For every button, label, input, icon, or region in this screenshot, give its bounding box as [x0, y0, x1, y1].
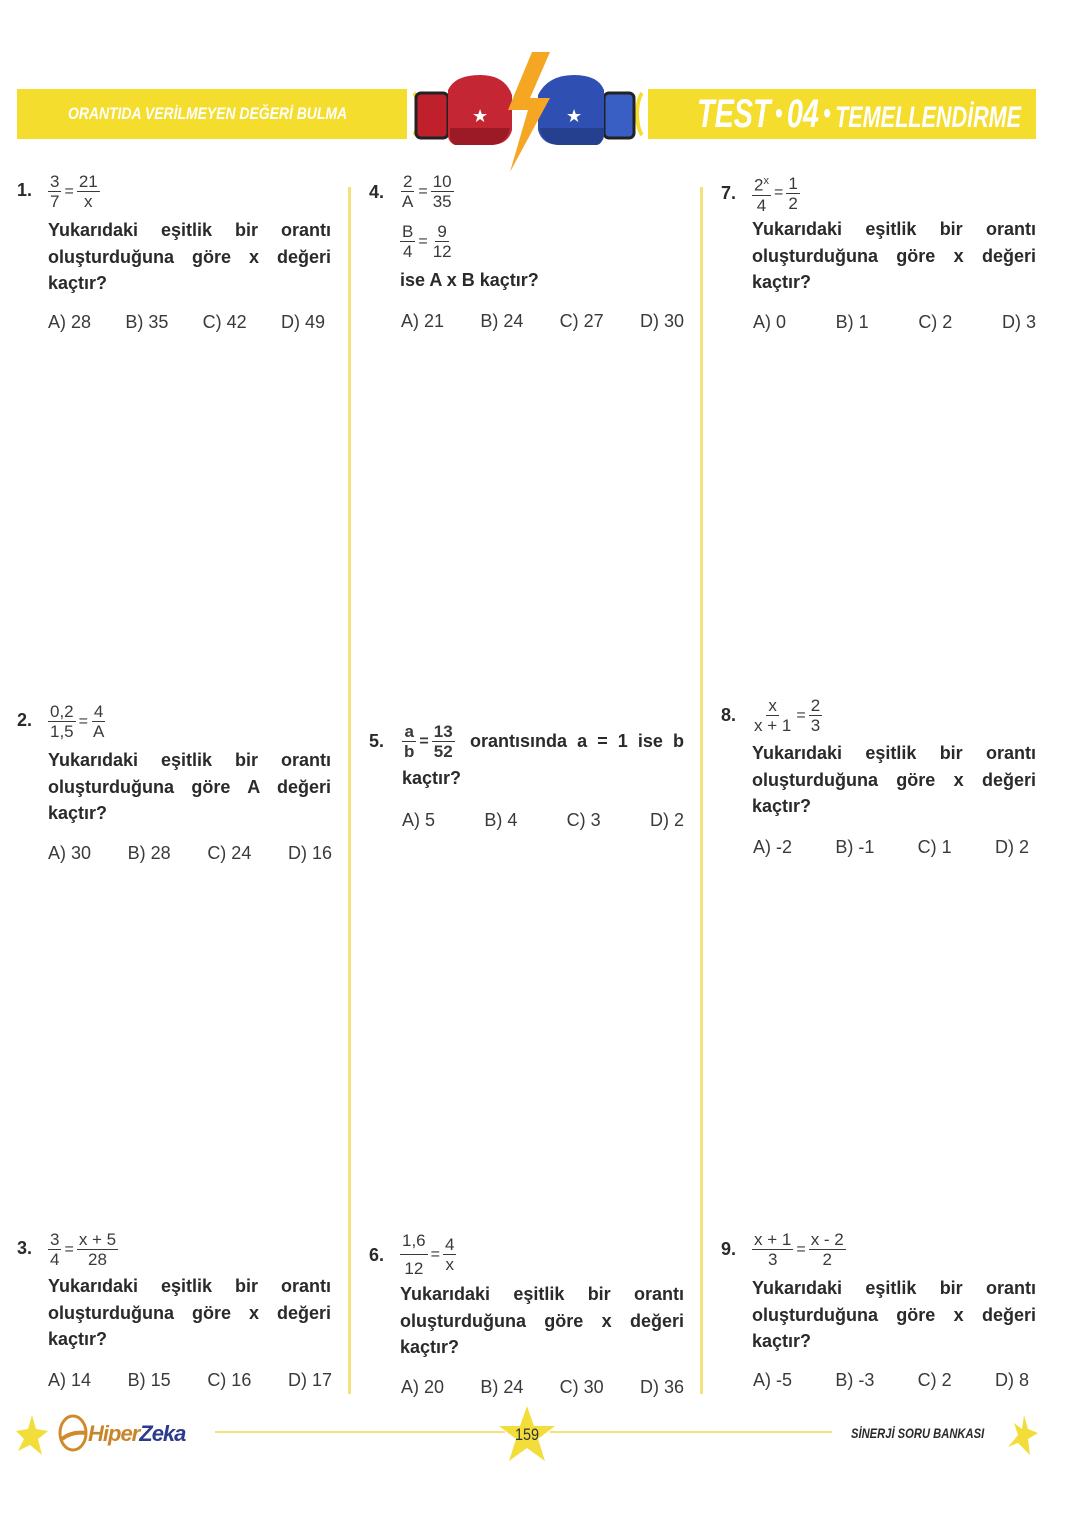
star-icon — [1004, 1413, 1040, 1457]
answer-options — [753, 312, 1036, 333]
fraction-numerator: x — [768, 696, 777, 715]
fraction-denominator: 4 — [402, 242, 413, 261]
question-number: 6. — [369, 1245, 385, 1265]
fraction-numerator: 3 — [50, 1230, 60, 1249]
option-a[interactable]: A) 21 — [401, 311, 445, 331]
option-c[interactable]: C) 42 — [202, 312, 247, 332]
fraction-denominator: 2 — [822, 1250, 832, 1269]
option-b[interactable]: B) 4 — [484, 810, 518, 830]
fraction-denominator: 12 — [404, 1259, 424, 1278]
option-b[interactable]: B) 35 — [125, 312, 169, 332]
test-label — [697, 92, 1021, 137]
fraction-denominator: 4 — [50, 1250, 60, 1269]
option-a[interactable]: A) 0 — [753, 312, 787, 332]
equation: $\frac{2}{A}$ = $\frac{10}{35}$ — [402, 172, 452, 211]
fraction-denominator: 3 — [767, 1250, 778, 1269]
equation: $\frac{x}{x + 1}$ = $\frac{2}{3}$ — [754, 696, 821, 735]
fraction-denominator: 12 — [432, 242, 452, 261]
equation: $\frac{2^x}{4}$ = $\frac{1}{2}$ — [754, 173, 798, 215]
question-stem: kaçtır? — [402, 768, 462, 788]
answer-options — [402, 810, 684, 831]
question-number: 9. — [721, 1239, 737, 1259]
fraction-denominator: x — [445, 1255, 454, 1274]
option-c[interactable]: C) 1 — [917, 837, 952, 857]
fraction-numerator: 0,2 — [50, 702, 74, 721]
option-b[interactable]: B) -1 — [835, 837, 875, 857]
fraction-numerator: 2$^x$ — [754, 175, 769, 195]
fraction-denominator: 52 — [433, 742, 453, 761]
fraction-denominator: 2 — [788, 193, 798, 213]
question-inline-text: orantısında a = 1 ise b — [470, 731, 684, 751]
svg-text:★: ★ — [566, 106, 583, 127]
option-c[interactable]: C) 2 — [917, 1370, 952, 1390]
option-d[interactable]: D) 16 — [287, 843, 332, 863]
fraction-denominator: b — [404, 742, 415, 761]
question-stem: Yukarıdaki eşitlik bir orantı oluşturduğuna göre x değeri kaçtır? — [752, 743, 1036, 816]
fraction-denominator: 1,5 — [50, 722, 74, 741]
equation: $\frac{0,2}{1,5}$ = $\frac{4}{A}$ — [50, 702, 105, 741]
option-c[interactable]: C) 3 — [566, 810, 601, 830]
column-divider — [348, 187, 351, 1394]
option-c[interactable]: C) 16 — [207, 1370, 252, 1390]
footer-rule — [550, 1431, 832, 1433]
question-number: 7. — [721, 183, 737, 203]
option-b[interactable]: B) -3 — [835, 1370, 875, 1390]
brand-logo: HiperZeka — [88, 1421, 186, 1446]
question-stem: Yukarıdaki eşitlik bir orantı oluşturduğuna göre x değeri kaçtır? — [48, 1276, 331, 1349]
topic-title: ORANTIDA VERİLMEYEN DEĞERİ BULMA — [68, 104, 348, 123]
fraction-denominator: 4 — [756, 195, 767, 215]
fraction-denominator: 3 — [810, 716, 821, 735]
fraction-denominator: A — [92, 722, 105, 741]
fraction-numerator: x + 1 — [754, 1230, 792, 1249]
question-stem: Yukarıdaki eşitlik bir orantı oluşturduğuna göre x değeri kaçtır? — [752, 1278, 1036, 1351]
option-d[interactable]: D) 30 — [639, 311, 684, 331]
fraction-numerator: 21 — [78, 172, 98, 191]
option-b[interactable]: B) 24 — [480, 311, 524, 331]
question-stem: Yukarıdaki eşitlik bir orantı oluşturduğuna göre x değeri kaçtır? — [48, 220, 331, 293]
question-stem: Yukarıdaki eşitlik bir orantı oluşturduğuna göre x değeri kaçtır? — [400, 1284, 684, 1357]
fraction-numerator: x - 2 — [810, 1230, 844, 1249]
fraction-denominator: x — [84, 192, 93, 211]
equation: $\frac{x + 1}{3}$ = $\frac{x - 2}{2}$ — [754, 1230, 844, 1269]
option-b[interactable]: B) 15 — [127, 1370, 171, 1390]
fraction-denominator: 28 — [88, 1250, 107, 1269]
option-d[interactable]: D) 2 — [649, 810, 684, 830]
question-number: 4. — [369, 182, 385, 202]
fraction-numerator: B — [402, 222, 414, 241]
question-stem: Yukarıdaki eşitlik bir orantı oluşturduğuna göre x değeri kaçtır? — [752, 219, 1036, 292]
star-icon — [14, 1413, 50, 1457]
fraction-denominator: x + 1 — [754, 716, 792, 735]
option-a[interactable]: A) 30 — [48, 843, 92, 863]
page-number: 159 — [514, 1425, 540, 1444]
fraction-denominator: A — [402, 192, 414, 211]
option-a[interactable]: A) -2 — [753, 837, 793, 857]
option-d[interactable]: D) 3 — [1001, 312, 1036, 332]
test-word: TEST — [697, 92, 771, 136]
fraction-numerator: 9 — [437, 222, 447, 241]
question-stem: Yukarıdaki eşitlik bir orantı oluşturduğuna göre A değeri kaçtır? — [48, 750, 331, 823]
fraction-denominator: 35 — [432, 192, 452, 211]
option-d[interactable]: D) 49 — [280, 312, 325, 332]
fraction-numerator: 3 — [50, 172, 60, 191]
fraction-numerator: x + 5 — [78, 1230, 117, 1249]
option-d[interactable]: D) 2 — [994, 837, 1029, 857]
equation-2: $\frac{B}{4}$ = $\frac{9}{12}$ — [402, 222, 452, 261]
equation: $\frac{3}{7}$ = $\frac{21}{x}$ — [50, 172, 98, 211]
answer-options — [401, 311, 684, 332]
question-number: 2. — [17, 710, 33, 730]
svg-text:★: ★ — [472, 106, 489, 127]
dot-separator: • — [774, 97, 783, 130]
dot-separator: • — [823, 97, 831, 130]
option-a[interactable]: A) -5 — [753, 1370, 793, 1390]
option-c[interactable]: C) 24 — [207, 843, 252, 863]
question-number: 3. — [17, 1238, 33, 1258]
brand-logo-icon — [56, 1413, 90, 1453]
option-d[interactable]: D) 8 — [994, 1370, 1029, 1390]
option-c[interactable]: C) 27 — [559, 311, 604, 331]
answer-options — [48, 843, 332, 864]
column-divider — [700, 187, 703, 1394]
fraction-numerator: 1 — [788, 173, 798, 193]
option-a[interactable]: A) 14 — [48, 1370, 92, 1390]
question-stem: ise A x B kaçtır? — [400, 270, 539, 290]
question-number: 5. — [369, 731, 385, 751]
question-number: 8. — [721, 705, 737, 725]
test-level: TEMELLENDİRME — [835, 101, 1022, 134]
option-d[interactable]: D) 36 — [639, 1377, 684, 1397]
option-a[interactable]: A) 20 — [401, 1377, 445, 1397]
question-number: 1. — [17, 180, 33, 200]
fraction-numerator: 13 — [433, 722, 453, 741]
fraction-numerator: 1,6 — [400, 1232, 428, 1255]
fraction-denominator: 7 — [50, 192, 60, 211]
answer-options — [48, 1370, 332, 1391]
fraction-numerator: 2 — [402, 172, 413, 191]
option-b[interactable]: B) 1 — [835, 312, 869, 332]
footer-rule — [215, 1431, 505, 1433]
equation: $\frac{a}{b}$ = $\frac{13}{52}$ — [404, 722, 453, 761]
fraction-numerator: 4 — [93, 702, 104, 721]
fraction-numerator: 4 — [444, 1235, 455, 1254]
answer-options — [753, 1370, 1029, 1391]
option-b[interactable]: B) 24 — [480, 1377, 524, 1397]
option-c[interactable]: C) 2 — [918, 312, 953, 332]
boxing-gloves-icon — [410, 50, 650, 175]
answer-options — [753, 837, 1029, 858]
answer-options — [401, 1377, 684, 1398]
option-a[interactable]: A) 5 — [402, 810, 436, 830]
option-b[interactable]: B) 28 — [127, 843, 171, 863]
equation: $\frac{3}{4}$ = $\frac{x + 5}{28}$ — [50, 1230, 117, 1269]
test-number: 04 — [786, 92, 819, 136]
fraction-numerator: a — [404, 722, 414, 741]
option-a[interactable]: A) 28 — [48, 312, 92, 332]
option-c[interactable]: C) 30 — [559, 1377, 604, 1397]
series-name: SİNERJİ SORU BANKASI — [851, 1425, 985, 1441]
fraction-numerator: 2 — [810, 696, 821, 715]
equation: $\frac{1,6}{12}$ = $\frac{4}{x}$ — [402, 1231, 455, 1278]
fraction-numerator: 10 — [432, 172, 452, 191]
option-d[interactable]: D) 17 — [287, 1370, 332, 1390]
answer-options — [48, 312, 325, 333]
